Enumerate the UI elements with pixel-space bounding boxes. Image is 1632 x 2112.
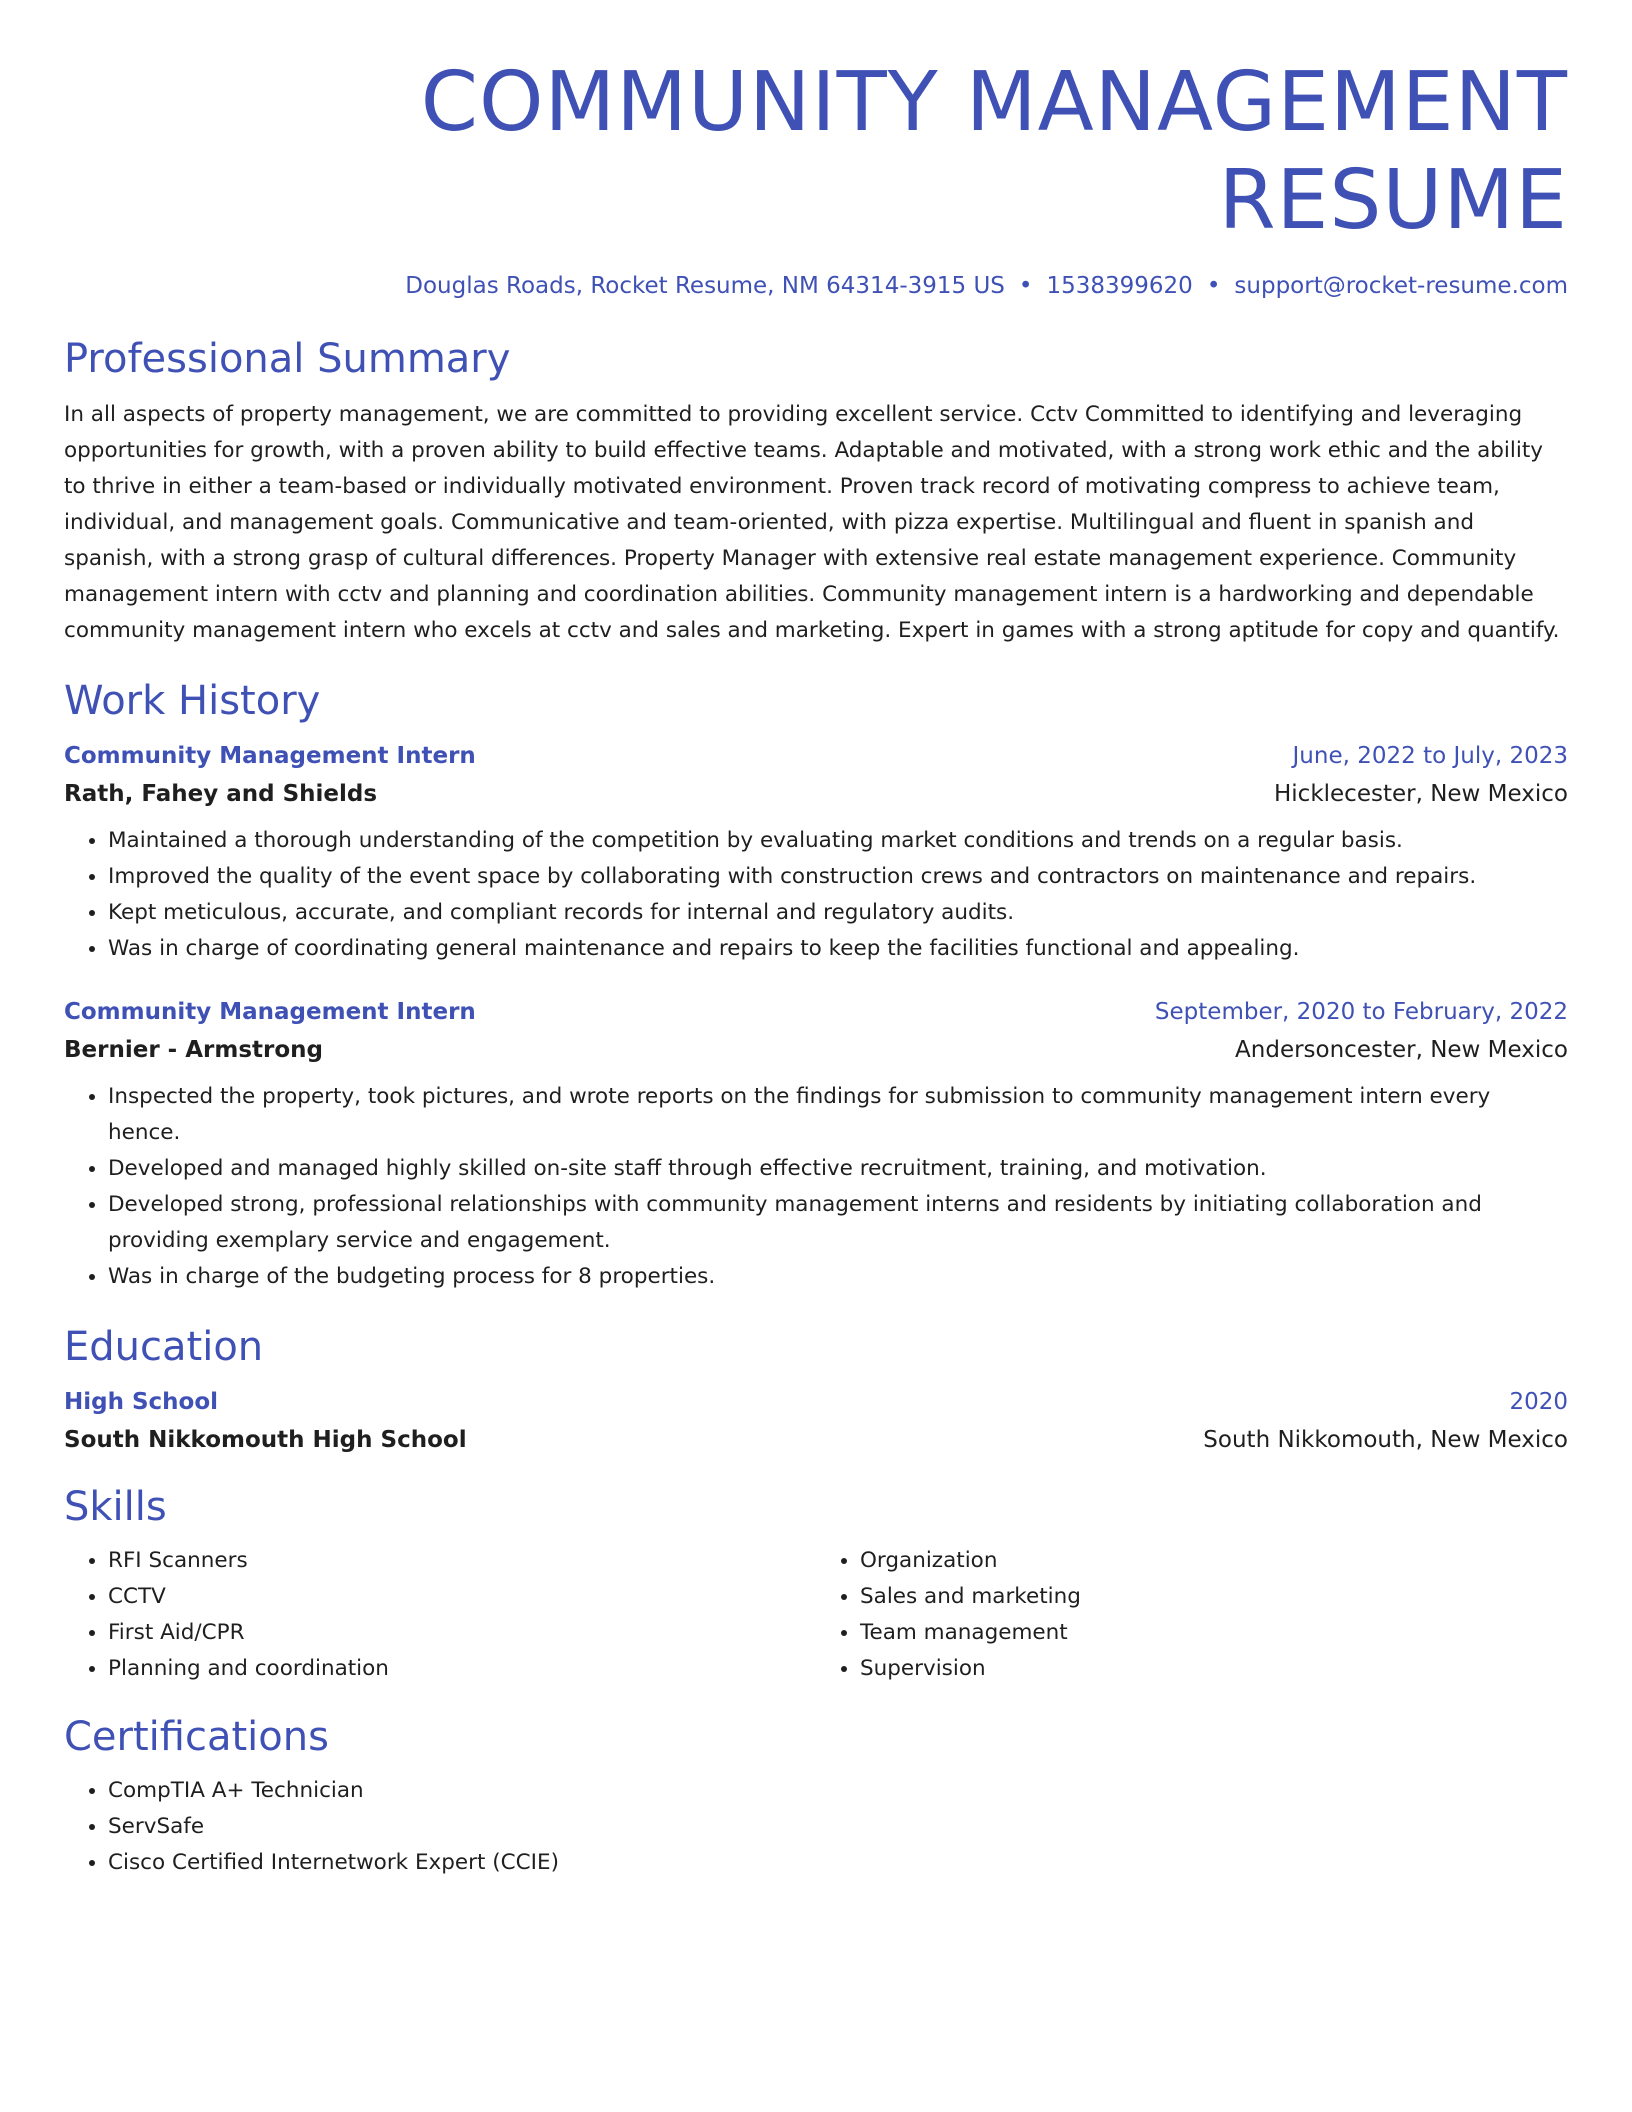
job-location: Hicklecester, New Mexico [1273, 780, 1568, 807]
list-item: • Team management [860, 1615, 1568, 1651]
education-degree: High School [64, 1388, 219, 1415]
summary-paragraph: In all aspects of property management, we are committed to providing excellent service. Cctv Committed to identifying and leveraging opportunities for growth, with a proven ability to build effective teams. Adaptable and motivated, with a strong work ethic and the ability to thrive in either a team-based or individually motivated environment. Proven track record of motivating compress to achieve team, individual, and management goals. Communicative and team-oriented, with pizza expertise. Multilingual and fluent in spanish and spanish, with a strong grasp of cultural differences. Property Manager with extensive real estate management experience. Community management intern with cctv and planning and coordination abilities. Community management intern is a hardworking and dependable community management intern who excels at cctv and sales and marketing. Expert in games with a strong aptitude for copy and quantify. [64, 401, 1560, 643]
job-bullets [64, 1079, 1568, 1295]
list-item: • Organization [860, 1543, 1568, 1579]
list-item: • Inspected the property, took pictures, and wrote reports on the findings for submission to community management intern every hence. [108, 1079, 1568, 1151]
list-item: • Kept meticulous, accurate, and compliant records for internal and regulatory audits. [108, 895, 1568, 931]
skills-section [64, 1483, 1568, 1687]
contact-separator: • [1018, 272, 1033, 299]
job-employer: Bernier - Armstrong [64, 1036, 324, 1063]
education-entry [64, 1389, 1568, 1453]
job-title: Community Management Intern [64, 998, 476, 1025]
list-item: • Sales and marketing [860, 1579, 1568, 1615]
list-item: • Was in charge of the budgeting process for 8 properties. [108, 1259, 1568, 1295]
contact-phone: 1538399620 [1046, 272, 1193, 299]
resume-title: COMMUNITY MANAGEMENT RESUME [420, 55, 1568, 249]
education-year: 2020 [1509, 1388, 1568, 1415]
education-school: South Nikkomouth High School [64, 1426, 467, 1453]
list-item: • Planning and coordination [108, 1651, 816, 1687]
job-employer: Rath, Fahey and Shields [64, 780, 378, 807]
list-item: • ServSafe [108, 1809, 1568, 1845]
list-item: • Improved the quality of the event space by collaborating with construction crews and contractors on maintenance and repairs. [108, 859, 1568, 895]
contact-address: Douglas Roads, Rocket Resume, NM 64314-3915 US [405, 272, 1005, 299]
job-entry [64, 999, 1568, 1295]
skills-list [816, 1543, 1568, 1687]
contact-line [64, 273, 1568, 299]
education-section [64, 1323, 1568, 1453]
list-item: • CCTV [108, 1579, 816, 1615]
section-heading-skills: Skills [64, 1483, 167, 1530]
skills-column-right [816, 1543, 1568, 1687]
job-bullets [64, 823, 1568, 967]
list-item: • Was in charge of coordinating general maintenance and repairs to keep the facilities functional and appealing. [108, 931, 1568, 967]
job-dates: September, 2020 to February, 2022 [1154, 998, 1568, 1025]
work-history-section [64, 677, 1568, 1295]
list-item: • Developed and managed highly skilled on-site staff through effective recruitment, training, and motivation. [108, 1151, 1568, 1187]
contact-separator: • [1206, 272, 1221, 299]
list-item: • Cisco Certified Internetwork Expert (CCIE) [108, 1845, 1568, 1881]
skills-grid [64, 1543, 1568, 1687]
section-heading-summary: Professional Summary [64, 335, 511, 382]
section-heading-education: Education [64, 1323, 264, 1370]
certifications-section [64, 1713, 1568, 1881]
job-entry [64, 743, 1568, 967]
job-location: Andersoncester, New Mexico [1235, 1036, 1568, 1063]
list-item: • CompTIA A+ Technician [108, 1773, 1568, 1809]
certifications-list [64, 1773, 1568, 1881]
section-heading-work-history: Work History [64, 677, 321, 724]
education-location: South Nikkomouth, New Mexico [1203, 1426, 1568, 1453]
list-item: • First Aid/CPR [108, 1615, 816, 1651]
summary-section [64, 335, 1568, 649]
skills-column-left [64, 1543, 816, 1687]
contact-email: support@rocket-resume.com [1234, 272, 1568, 299]
section-heading-certifications: Certifications [64, 1713, 329, 1760]
list-item: • Developed strong, professional relationships with community management interns and residents by initiating collaboration and providing exemplary service and engagement. [108, 1187, 1568, 1259]
job-dates: June, 2022 to July, 2023 [1292, 742, 1568, 769]
list-item: • RFI Scanners [108, 1543, 816, 1579]
skills-list [64, 1543, 816, 1687]
list-item: • Supervision [860, 1651, 1568, 1687]
job-title: Community Management Intern [64, 742, 476, 769]
list-item: • Maintained a thorough understanding of the competition by evaluating market conditions and trends on a regular basis. [108, 823, 1568, 859]
